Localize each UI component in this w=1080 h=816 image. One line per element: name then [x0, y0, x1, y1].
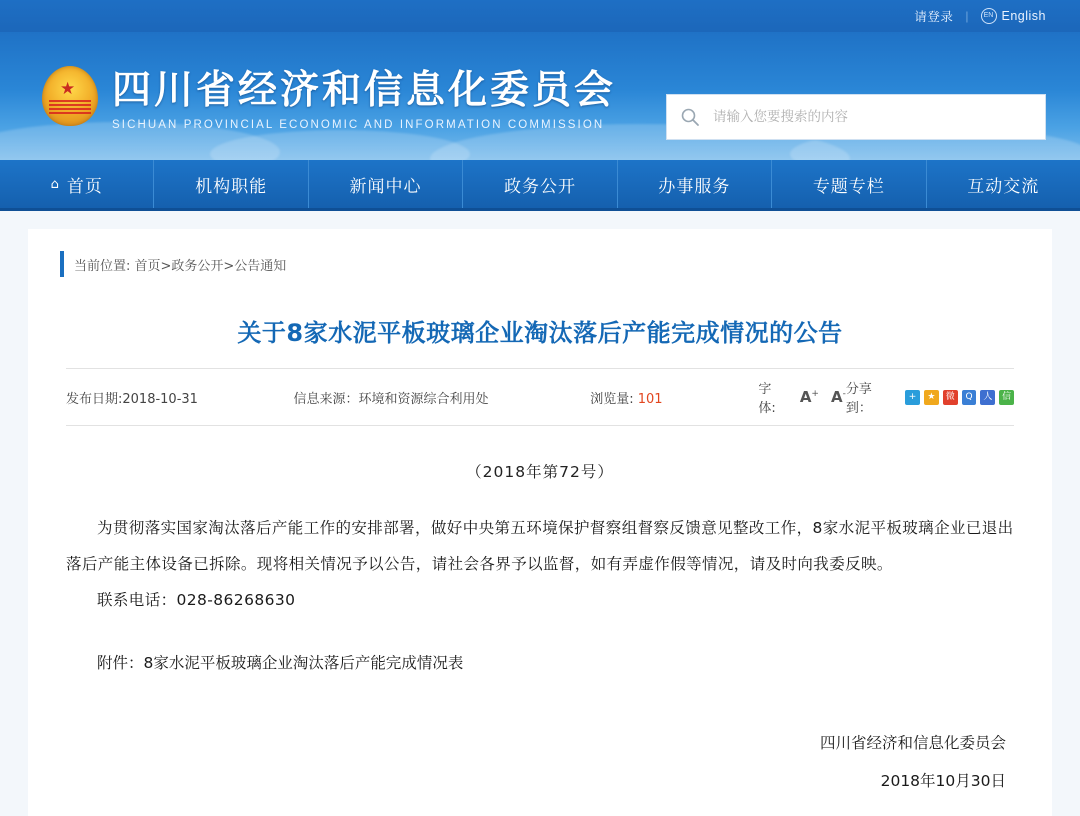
top-utility-bar [0, 0, 1080, 32]
wechat-icon[interactable]: 信 [999, 390, 1014, 405]
site-header [0, 32, 1080, 160]
page-body [0, 211, 1080, 816]
renren-icon[interactable]: 人 [980, 390, 995, 405]
english-link[interactable]: English [1001, 9, 1046, 23]
document-number: （2018年第72号） [466, 463, 614, 481]
nav-item-home[interactable] [0, 160, 154, 208]
share-controls [846, 378, 1014, 416]
info-source: 信息来源：环境和资源综合利用处 [293, 391, 489, 407]
national-emblem-icon [36, 64, 104, 132]
site-title-cn: 四川省经济和信息化委员会 [112, 68, 617, 113]
nav-item-functions[interactable] [154, 160, 308, 208]
nav-item-affairs-disclosure[interactable] [463, 160, 617, 208]
nav-label: 专题专栏 [812, 176, 885, 197]
nav-item-news[interactable] [309, 160, 463, 208]
article-card [28, 229, 1052, 816]
contact-phone: 联系电话：028-86268630 [97, 591, 296, 609]
share-label: 分享到： [845, 382, 872, 416]
font-increase-button[interactable] [800, 388, 819, 406]
font-decrease-button[interactable] [831, 388, 846, 406]
plus-share-icon[interactable]: + [905, 390, 920, 405]
site-title-en: SICHUAN PROVINCIAL ECONOMIC AND INFORMATION COMMISSION [112, 119, 605, 131]
login-link[interactable]: 请登录 [914, 10, 954, 24]
article-meta-bar [66, 368, 1014, 426]
nav-item-interaction[interactable] [927, 160, 1080, 208]
font-increase-glyph: A [799, 388, 812, 406]
nav-label: 互动交流 [967, 176, 1040, 197]
font-increase-sup: + [811, 389, 819, 399]
topbar-separator: | [965, 9, 969, 23]
search-input[interactable] [713, 109, 1045, 125]
nav-label: 办事服务 [658, 176, 731, 197]
attachment-line[interactable]: 附件：8家水泥平板玻璃企业淘汰落后产能完成情况表 [97, 654, 464, 672]
qzone-icon[interactable]: Q [962, 390, 977, 405]
view-count [590, 388, 758, 407]
nav-label: 新闻中心 [349, 176, 422, 197]
home-icon: ⌂ [50, 176, 60, 192]
font-size-label: 字体: [758, 382, 776, 416]
breadcrumb-accent-bar [60, 251, 64, 277]
star-share-icon[interactable]: ★ [924, 390, 939, 405]
globe-icon: EN [981, 8, 997, 24]
main-navigation [0, 160, 1080, 211]
site-title-block [112, 68, 616, 131]
language-switch[interactable] [981, 8, 1047, 24]
font-size-controls [758, 378, 845, 416]
nav-label: 首页 [66, 176, 103, 197]
signature-block [66, 724, 1014, 800]
breadcrumb [66, 229, 1014, 297]
signature-org: 四川省经济和信息化委员会 [819, 734, 1006, 752]
page-title: 关于8家水泥平板玻璃企业淘汰落后产能完成情况的公告 [237, 319, 843, 347]
view-count-value: 101 [637, 391, 663, 407]
breadcrumb-text[interactable]: 当前位置: 首页>政务公开>公告通知 [74, 258, 287, 274]
search-box[interactable] [666, 94, 1046, 140]
search-icon[interactable] [667, 95, 713, 139]
signature-date: 2018年10月30日 [880, 772, 1006, 790]
font-decrease-glyph: A [830, 388, 843, 406]
nav-item-services[interactable] [618, 160, 772, 208]
article-paragraph: 为贯彻落实国家淘汰落后产能工作的安排部署，做好中央第五环境保护督察组督察反馈意见整改工作，8家水泥平板玻璃企业已退出落后产能主体设备已拆除。现将相关情况予以公告，请社会各界予以监督，如有弄虚作假等情况，请及时向我委反映。 [66, 519, 1014, 573]
nav-label: 政务公开 [503, 176, 576, 197]
nav-label: 机构职能 [195, 176, 268, 197]
view-count-label: 浏览量: [590, 391, 634, 407]
emblem-star: ★ [60, 79, 76, 98]
emblem-bars [49, 100, 91, 114]
sina-weibo-icon[interactable]: 微 [943, 390, 958, 405]
publish-date: 发布日期:2018-10-31 [66, 391, 198, 407]
font-decrease-sup: - [842, 389, 846, 399]
nav-item-topics[interactable] [772, 160, 926, 208]
